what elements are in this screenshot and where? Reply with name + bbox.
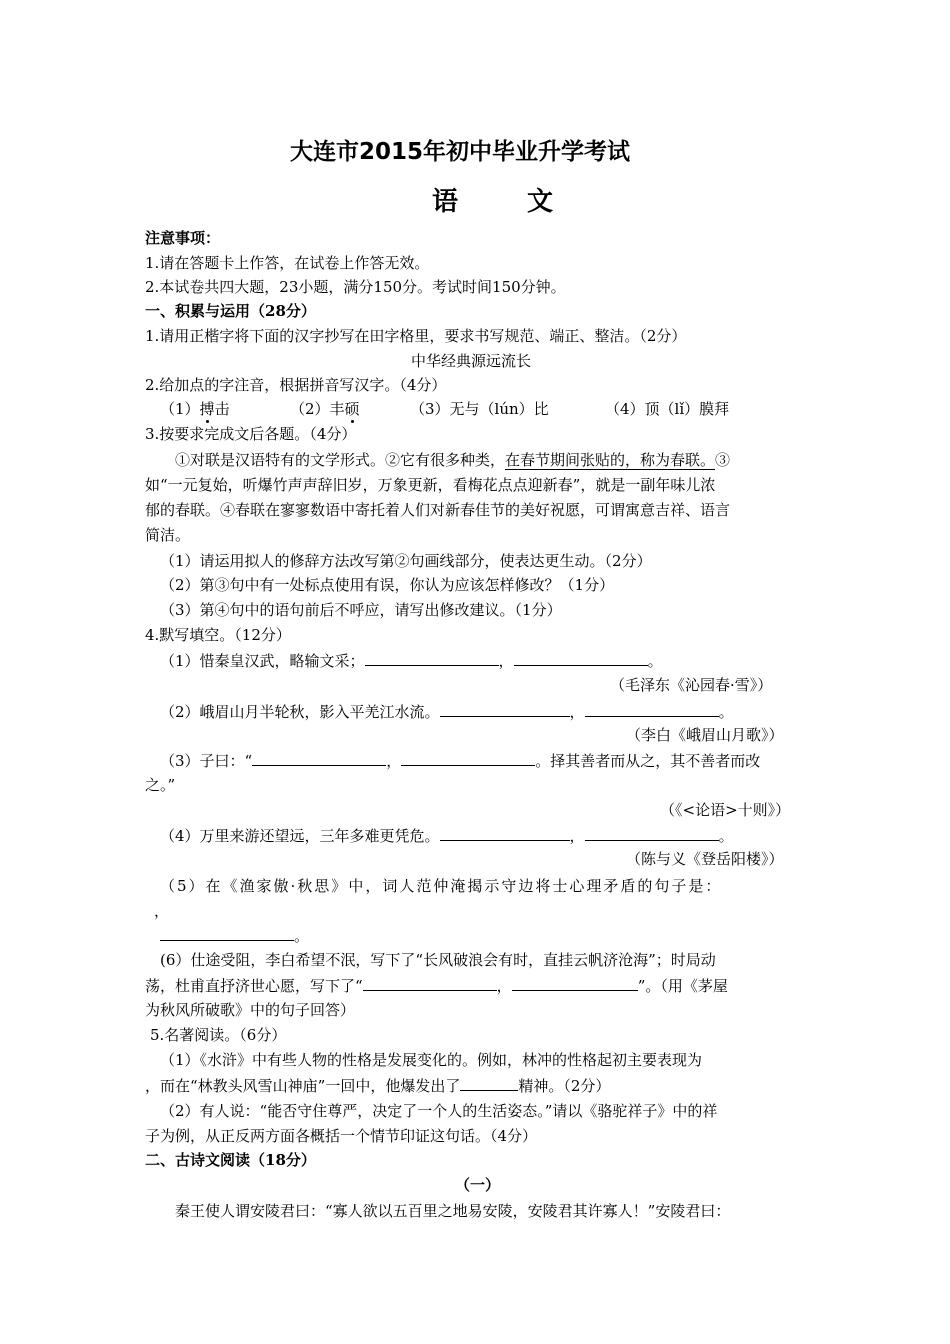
answer-blank[interactable] <box>514 650 648 666</box>
q4-sub-3-source: （《<论语>十则》） <box>660 801 791 819</box>
q2-text: 2.给加点的字注音，根据拼音写汉字。（4分） <box>145 376 447 394</box>
q5-sub-1-line2 <box>145 1075 610 1096</box>
q5-sub-1-text: ，而在“林教头风雪山神庙”一回中，他爆发出了 <box>145 1077 461 1095</box>
q4-sub-3-text: （3）子曰：“ <box>160 752 253 770</box>
q4-sub-4-source: （陈与义《登岳阳楼》） <box>626 850 784 868</box>
q4-sub-6-line3: 为秋风所破歌》中的句子回答） <box>145 1001 356 1019</box>
comma: ， <box>386 752 402 770</box>
section-heading: （一） <box>455 1176 501 1194</box>
q5-sub-1-rest: 精神。（2分） <box>518 1077 611 1095</box>
q3-passage-line: 如“一元复始，听爆竹声声辞旧岁，万象更新，看梅花点点迎新春”，就是一副年味儿浓 <box>145 476 716 494</box>
answer-blank[interactable] <box>512 975 638 991</box>
q3-passage-marker: ③ <box>715 451 731 469</box>
answer-blank[interactable] <box>585 701 719 717</box>
q4-sub-6: (6）仕途受阻，李白希望不泯，写下了“长风破浪会有时，直挂云帆济沧海”；时局动 <box>160 951 716 969</box>
q3-text: 3.按要求完成文后各题。（4分） <box>145 425 357 443</box>
answer-blank[interactable] <box>401 750 535 766</box>
q4-sub-2-text: （2）峨眉山月半轮秋，影入平羌江水流。 <box>160 703 440 721</box>
q2-item-2-prefix: （2）丰 <box>290 400 345 418</box>
notice-item: 2.本试卷共四大题，23小题，满分150分。考试时间150分钟。 <box>145 278 566 296</box>
q1-phrase: 中华经典源远流长 <box>411 352 532 370</box>
q2-item-1-prefix: （1） <box>160 400 200 418</box>
answer-blank[interactable] <box>440 701 570 717</box>
subject-title: 语 文 <box>432 187 584 217</box>
q2-item-3: （3）无与（lún）比 <box>410 400 549 418</box>
q3-passage-line: 郁的春联。④春联在寥寥数语中寄托着人们对新春佳节的美好祝愿，可谓寓意吉祥、语言 <box>145 501 731 519</box>
q3-passage-line <box>175 450 730 470</box>
q4-sub-6-rest: ”。（用《茅屋 <box>637 977 728 995</box>
period: 。 <box>718 827 734 845</box>
q5-sub-2: （2）有人说：“能否守住尊严，决定了一个人的生活姿态。”请以《骆驼祥子》中的祥 <box>160 1102 718 1120</box>
q4-sub-6-text: 荡，杜甫直抒济世心愿，写下了“ <box>145 977 363 995</box>
comma: ， <box>154 902 170 920</box>
comma: ， <box>498 652 514 670</box>
classical-passage: 秦王使人谓安陵君曰：“寡人欲以五百里之地易安陵，安陵君其许寡人！”安陵君曰： <box>175 1202 731 1220</box>
q4-sub-3-cont: 之。” <box>145 776 176 794</box>
q4-text: 4.默写填空。（12分） <box>145 626 291 644</box>
part2-heading: 二、古诗文阅读（18分） <box>145 1151 316 1169</box>
part1-heading: 一、积累与运用（28分） <box>145 302 316 320</box>
comma: ， <box>569 703 585 721</box>
notice-item: 1.请在答题卡上作答，在试卷上作答无效。 <box>145 254 430 272</box>
q4-sub-3 <box>160 750 760 771</box>
q5-sub-1: （1）《水浒》中有些人物的性格是发展变化的。例如，林冲的性格起初主要表现为 <box>160 1051 703 1069</box>
q3-passage-start: ①对联是汉语特有的文学形式。②它有很多种类， <box>175 451 506 469</box>
answer-blank[interactable] <box>440 825 570 841</box>
q1-text: 1.请用正楷字将下面的汉字抄写在田字格里，要求书写规范、端正、整洁。（2分） <box>145 327 687 345</box>
comma: ， <box>569 827 585 845</box>
notice-heading: 注意事项： <box>145 229 221 247</box>
q3-sub-3: （3）第④句中的语句前后不呼应，请写出修改建议。（1分） <box>160 601 562 619</box>
comma: ， <box>496 977 512 995</box>
period: 。 <box>647 652 663 670</box>
exam-title: 大连市2015年初中毕业升学考试 <box>290 139 631 165</box>
q4-sub-1-text: （1）惜秦皇汉武，略输文采； <box>160 652 365 670</box>
q4-sub-5-answer <box>160 925 309 946</box>
q3-passage-line: 简洁。 <box>145 526 191 544</box>
q2-item-1 <box>160 399 230 419</box>
q2-item-2 <box>290 399 360 419</box>
q3-sub-1: （1）请运用拟人的修辞方法改写第②句画线部分，使表达更生动。（2分） <box>160 552 652 570</box>
q4-sub-5: （5）在《渔家傲·秋思》中，词人范仲淹揭示守边将士心理矛盾的句子是： <box>160 877 723 895</box>
period: 。 <box>718 703 734 721</box>
q4-sub-2 <box>160 701 734 722</box>
answer-blank[interactable] <box>365 650 499 666</box>
answer-blank[interactable] <box>252 750 386 766</box>
q2-item-4: （4）顶（lǐ）膜拜 <box>605 400 730 418</box>
answer-blank[interactable] <box>363 975 497 991</box>
underlined-sentence: 在春节期间张贴的，称为春联。 <box>505 451 716 469</box>
answer-blank[interactable] <box>460 1075 518 1091</box>
period: 。 <box>294 927 310 945</box>
q4-sub-4-text: （4）万里来游还望远，三年多难更凭危。 <box>160 827 440 845</box>
q5-text: 5.名著阅读。（6分） <box>150 1026 287 1044</box>
q4-sub-4 <box>160 825 734 846</box>
q4-sub-1-source: （毛泽东《沁园春·雪》） <box>610 676 773 694</box>
q5-sub-2-line2: 子为例，从正反两方面各概括一个情节印证这句话。（4分） <box>145 1127 538 1145</box>
q4-sub-6-line2 <box>145 975 728 996</box>
dotted-char: 搏 <box>199 400 215 418</box>
q4-sub-1 <box>160 650 663 671</box>
answer-blank[interactable] <box>160 925 294 941</box>
answer-blank[interactable] <box>585 825 719 841</box>
q2-item-1-suffix: 击 <box>214 400 230 418</box>
q4-sub-3-rest: 。择其善者而从之，其不善者而改 <box>535 752 761 770</box>
q3-sub-2: （2）第③句中有一处标点使用有误，你认为应该怎样修改？（1分） <box>160 576 615 594</box>
dotted-char: 硕 <box>344 400 360 418</box>
q4-sub-2-source: （李白《峨眉山月歌》） <box>626 726 784 744</box>
